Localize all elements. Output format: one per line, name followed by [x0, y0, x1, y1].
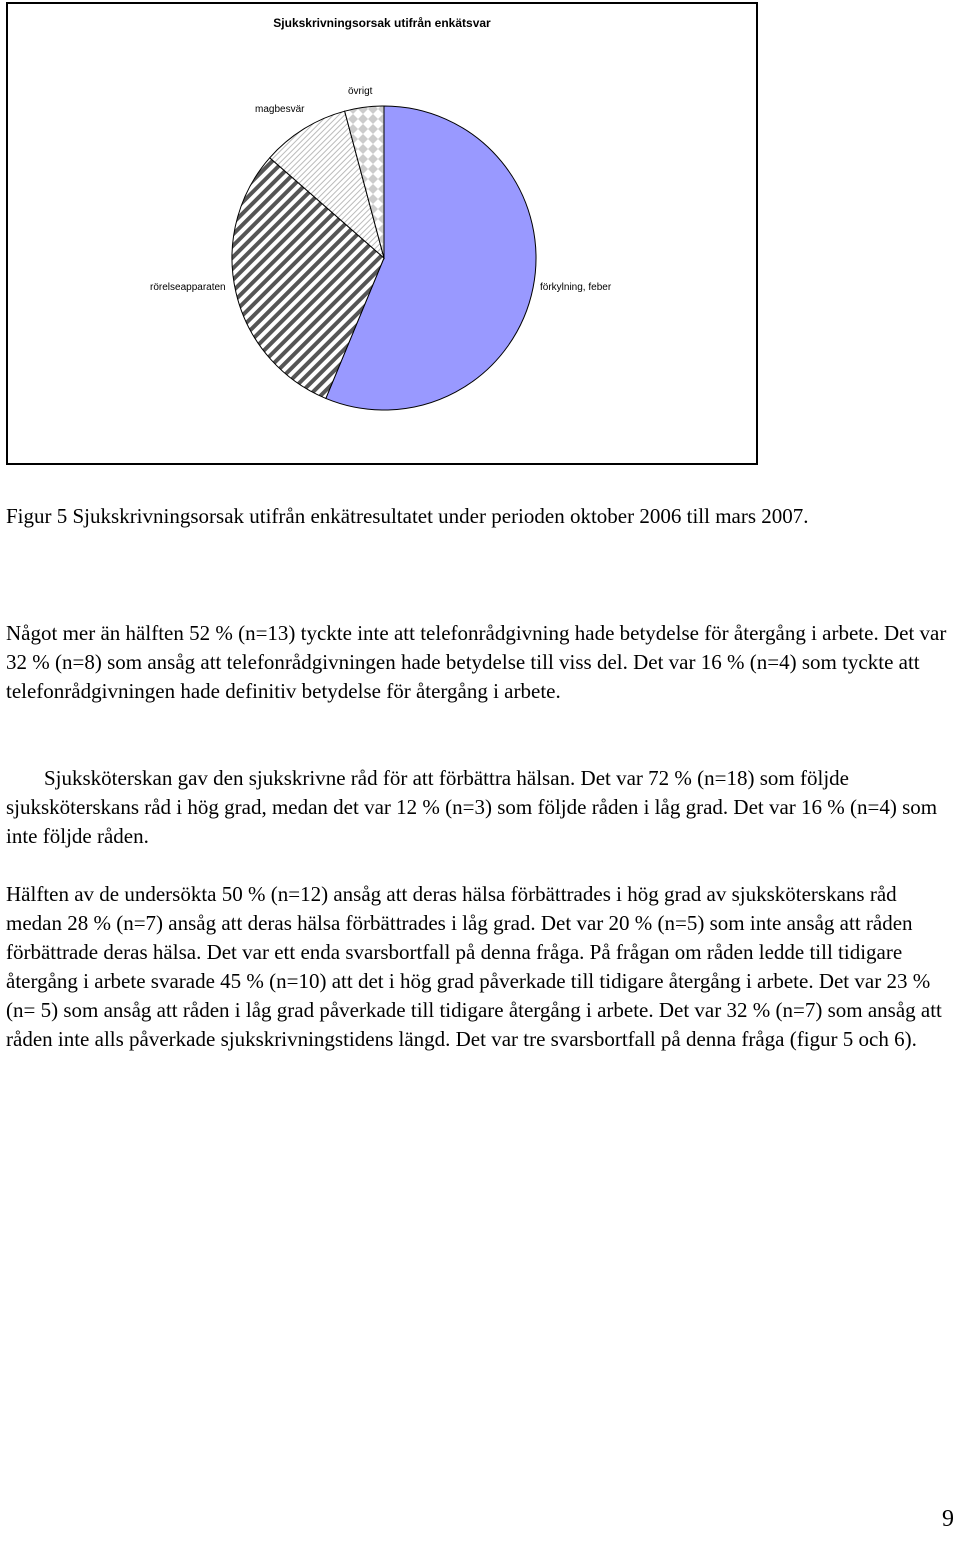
chart-title: Sjukskrivningsorsak utifrån enkätsvar — [273, 16, 491, 30]
pie-chart — [6, 2, 758, 465]
paragraph-1: Något mer än hälften 52 % (n=13) tyckte inte att telefonrådgivning hade betydelse för återgång i arbete. Det var 32 % (n=8) som ansåg att telefonrådgivningen hade betydelse till viss del. Det var 16 % (n=4) som tyckte att telefonrådgivningen hade definitiv betydelse för återgång i arbete. — [6, 621, 947, 703]
figure-caption: Figur 5 Sjukskrivningsorsak utifrån enkätresultatet under perioden oktober 2006 till mars 2007. — [6, 504, 809, 528]
page-number: 9 — [942, 1506, 954, 1532]
slice-label-rorelseapparaten: rörelseapparaten — [150, 282, 226, 293]
slice-label-magbesvar: magbesvär — [255, 104, 305, 115]
slice-label-forkylning: förkylning, feber — [540, 282, 612, 293]
paragraph-3: Hälften av de undersökta 50 % (n=12) ansåg att deras hälsa förbättrades i hög grad av sjuksköterskans råd medan 28 % (n=7) ansåg att deras hälsa förbättrades i låg grad. Det var 20 % (n=5) som inte ansåg att råden förbättrade deras hälsa. Det var ett enda svarsbortfall på denna fråga. På frågan om råden ledde till tidigare återgång i arbete svarade 45 % (n=10) att det i hög grad påverkade till tidigare återgång i arbete. Det var 23 % (n= 5) som ansåg att råden i låg grad påverkade till tidigare återgång i arbete. Det var 32 % (n=7) som ansåg att råden inte alls påverkade sjukskrivningstidens längd. Det var tre svarsbortfall på denna fråga (figur 5 och 6). — [6, 882, 942, 1051]
slice-label-ovrigt: övrigt — [348, 86, 373, 97]
pie-chart-svg — [8, 4, 756, 463]
paragraph-2: Sjuksköterskan gav den sjukskrivne råd för att förbättra hälsan. Det var 72 % (n=18) som följde sjuksköterskans råd i hög grad, medan det var 12 % (n=3) som följde råden i låg grad. Det var 16 % (n=4) som inte följde råden. — [6, 766, 938, 848]
